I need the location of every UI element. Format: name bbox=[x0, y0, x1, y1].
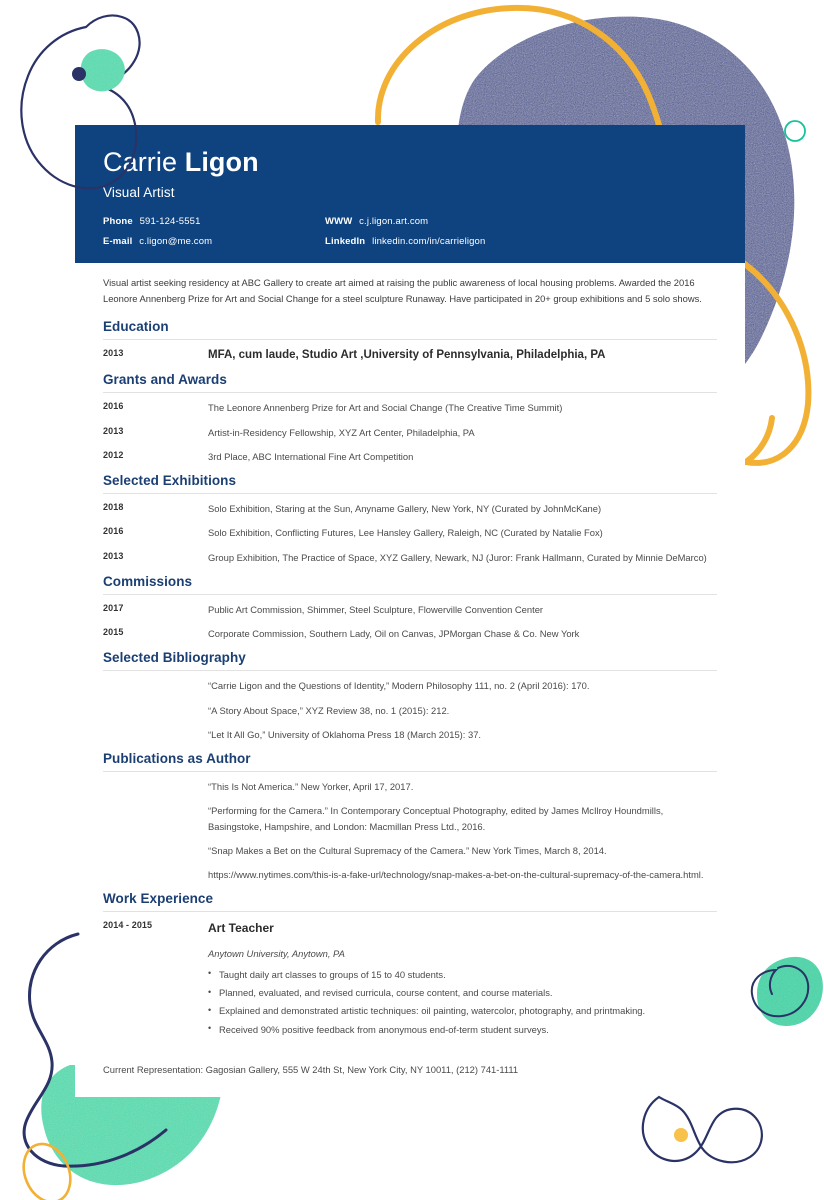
row-detail: MFA, cum laude, Studio Art ,University of Pennsylvania, Philadelphia, PA bbox=[208, 349, 606, 362]
row-date: 2013 bbox=[103, 425, 124, 436]
list-item: • Taught daily art classes to groups of 15 to 40 students. bbox=[208, 967, 717, 982]
section-divider bbox=[103, 339, 717, 340]
row-date bbox=[103, 803, 208, 804]
row-date: 2018 bbox=[103, 502, 124, 513]
row-detail: 3rd Place, ABC International Fine Art Competition bbox=[208, 450, 414, 462]
row-date: 2014 - 2015 bbox=[103, 920, 153, 931]
resume-header bbox=[75, 125, 745, 263]
section-divider bbox=[103, 670, 717, 671]
current-representation-note: Current Representation: Gagosian Gallery, 555 W 24th St, New York City, NY 10011, (212) 741-1111 bbox=[103, 1063, 519, 1075]
bibliography-row bbox=[103, 703, 717, 718]
section-divider bbox=[103, 594, 717, 595]
contact-www bbox=[325, 216, 717, 227]
section-title-exhibitions: Selected Exhibitions bbox=[103, 473, 237, 489]
section-title-grants: Grants and Awards bbox=[103, 372, 227, 388]
bibliography-row bbox=[103, 678, 717, 693]
row-date bbox=[103, 843, 208, 844]
last-name: Ligon bbox=[184, 147, 259, 177]
section-commissions bbox=[103, 574, 717, 641]
contact-linkedin bbox=[325, 236, 717, 247]
row-detail: Corporate Commission, Southern Lady, Oil on Canvas, JPMorgan Chase & Co. New York bbox=[208, 628, 580, 640]
section-selected-exhibitions bbox=[103, 473, 717, 565]
exhibitions-row bbox=[103, 525, 717, 540]
grants-row bbox=[103, 449, 717, 464]
list-item: • Explained and demonstrated artistic techniques: oil painting, watercolor, photography, and printmaking. bbox=[208, 1003, 717, 1018]
grants-row bbox=[103, 400, 717, 415]
exhibitions-row bbox=[103, 550, 717, 565]
row-detail-url[interactable]: https://www.nytimes.com/this-is-a-fake-url/technology/snap-makes-a-bet-on-the-cultural-supremacy-of-the-camera.html. bbox=[208, 869, 704, 880]
section-selected-bibliography bbox=[103, 650, 717, 742]
contact-linkedin-label: LinkedIn bbox=[325, 236, 366, 248]
row-date: 2016 bbox=[103, 526, 124, 537]
row-detail: Solo Exhibition, Conflicting Futures, Lee Hansley Gallery, Raleigh, NC (Curated by Natalie Fox) bbox=[208, 527, 603, 539]
job-responsibility-list bbox=[208, 967, 717, 1037]
resume-card bbox=[75, 125, 745, 1097]
work-experience-row bbox=[103, 919, 717, 1040]
section-divider bbox=[103, 911, 717, 912]
section-title-work-experience: Work Experience bbox=[103, 891, 214, 907]
job-company: Anytown University, Anytown, PA bbox=[208, 947, 345, 959]
contact-www-value[interactable]: c.j.ligon.art.com bbox=[359, 216, 429, 228]
commissions-row bbox=[103, 602, 717, 617]
publications-row bbox=[103, 803, 717, 833]
first-name: Carrie bbox=[103, 147, 178, 177]
row-date bbox=[103, 727, 208, 728]
row-date: 2012 bbox=[103, 449, 124, 460]
row-detail: Group Exhibition, The Practice of Space, XYZ Gallery, Newark, NJ (Juror: Frank Hallmann, Curated by Minnie DeMarco) bbox=[208, 551, 707, 563]
section-title-publications: Publications as Author bbox=[103, 751, 251, 767]
job-role: Art Teacher bbox=[208, 921, 274, 936]
row-detail: “Performing for the Camera.” In Contemporary Conceptual Photography, edited by James McIlroy Houndmills, Basingstoke, Hampshire, and London: Macmillan Press Ltd., 2016. bbox=[208, 805, 664, 832]
row-detail: Artist-in-Residency Fellowship, XYZ Art Center, Philadelphia, PA bbox=[208, 426, 475, 438]
section-divider bbox=[103, 493, 717, 494]
work-experience-detail bbox=[208, 919, 717, 1040]
row-detail: “Let It All Go,” University of Oklahoma Press 18 (March 2015): 37. bbox=[208, 728, 482, 740]
section-title-commissions: Commissions bbox=[103, 573, 193, 589]
row-detail: Solo Exhibition, Staring at the Sun, Anyname Gallery, New York, NY (Curated by JohnMcKane) bbox=[208, 503, 602, 515]
publications-row bbox=[103, 779, 717, 794]
section-publications-as-author bbox=[103, 751, 717, 882]
publications-row bbox=[103, 843, 717, 858]
row-detail: “A Story About Space,” XYZ Review 38, no. 1 (2015): 212. bbox=[208, 704, 450, 716]
contact-www-label: WWW bbox=[325, 216, 353, 228]
section-education bbox=[103, 319, 717, 363]
row-date: 2017 bbox=[103, 602, 124, 613]
commissions-row bbox=[103, 626, 717, 641]
row-detail: “Snap Makes a Bet on the Cultural Supremacy of the Camera.” New York Times, March 8, 2014. bbox=[208, 844, 607, 856]
exhibitions-row bbox=[103, 501, 717, 516]
row-date bbox=[103, 703, 208, 704]
row-date: 2015 bbox=[103, 627, 124, 638]
section-work-experience bbox=[103, 891, 717, 1040]
section-divider bbox=[103, 392, 717, 393]
section-divider bbox=[103, 771, 717, 772]
publications-row bbox=[103, 867, 717, 882]
contact-phone bbox=[103, 216, 325, 227]
grants-row bbox=[103, 425, 717, 440]
section-title-education: Education bbox=[103, 319, 169, 335]
row-date bbox=[103, 678, 208, 679]
section-title-bibliography: Selected Bibliography bbox=[103, 650, 246, 666]
resume-body bbox=[75, 263, 745, 1097]
row-date: 2013 bbox=[103, 550, 124, 561]
list-item: • Planned, evaluated, and revised curricula, course content, and course materials. bbox=[208, 985, 717, 1000]
contact-email bbox=[103, 236, 325, 247]
row-detail: “This Is Not America.” New Yorker, April 17, 2017. bbox=[208, 781, 414, 793]
section-grants-and-awards bbox=[103, 372, 717, 464]
contact-email-value[interactable]: c.ligon@me.com bbox=[139, 236, 213, 248]
professional-summary: Visual artist seeking residency at ABC Gallery to create art aimed at raising the public awareness of local housing problems. Awarded the 2016 Leonore Annenberg Prize for Art and Social Change for a steel sculpture Runaway. Have participated in 20+ group exhibitions and 5 solo shows. bbox=[103, 277, 702, 305]
row-detail: “Carrie Ligon and the Questions of Identity,” Modern Philosophy 111, no. 2 (April 2016): 170. bbox=[208, 680, 590, 692]
bibliography-row bbox=[103, 727, 717, 742]
list-item: • Received 90% positive feedback from anonymous end-of-term student surveys. bbox=[208, 1022, 717, 1037]
row-date bbox=[103, 867, 208, 868]
contact-email-label: E-mail bbox=[103, 236, 133, 248]
row-date bbox=[103, 779, 208, 780]
contact-info-grid bbox=[103, 216, 717, 247]
row-date: 2016 bbox=[103, 401, 124, 412]
row-date: 2013 bbox=[103, 348, 124, 359]
contact-phone-value[interactable]: 591-124-5551 bbox=[139, 216, 201, 228]
page-title bbox=[103, 147, 717, 178]
education-row bbox=[103, 347, 717, 363]
row-detail: The Leonore Annenberg Prize for Art and Social Change (The Creative Time Summit) bbox=[208, 402, 563, 414]
contact-linkedin-value[interactable]: linkedin.com/in/carrieligon bbox=[372, 236, 486, 248]
contact-phone-label: Phone bbox=[103, 216, 133, 228]
job-title-subtitle: Visual Artist bbox=[103, 185, 175, 201]
row-detail: Public Art Commission, Shimmer, Steel Sculpture, Flowerville Convention Center bbox=[208, 603, 544, 615]
